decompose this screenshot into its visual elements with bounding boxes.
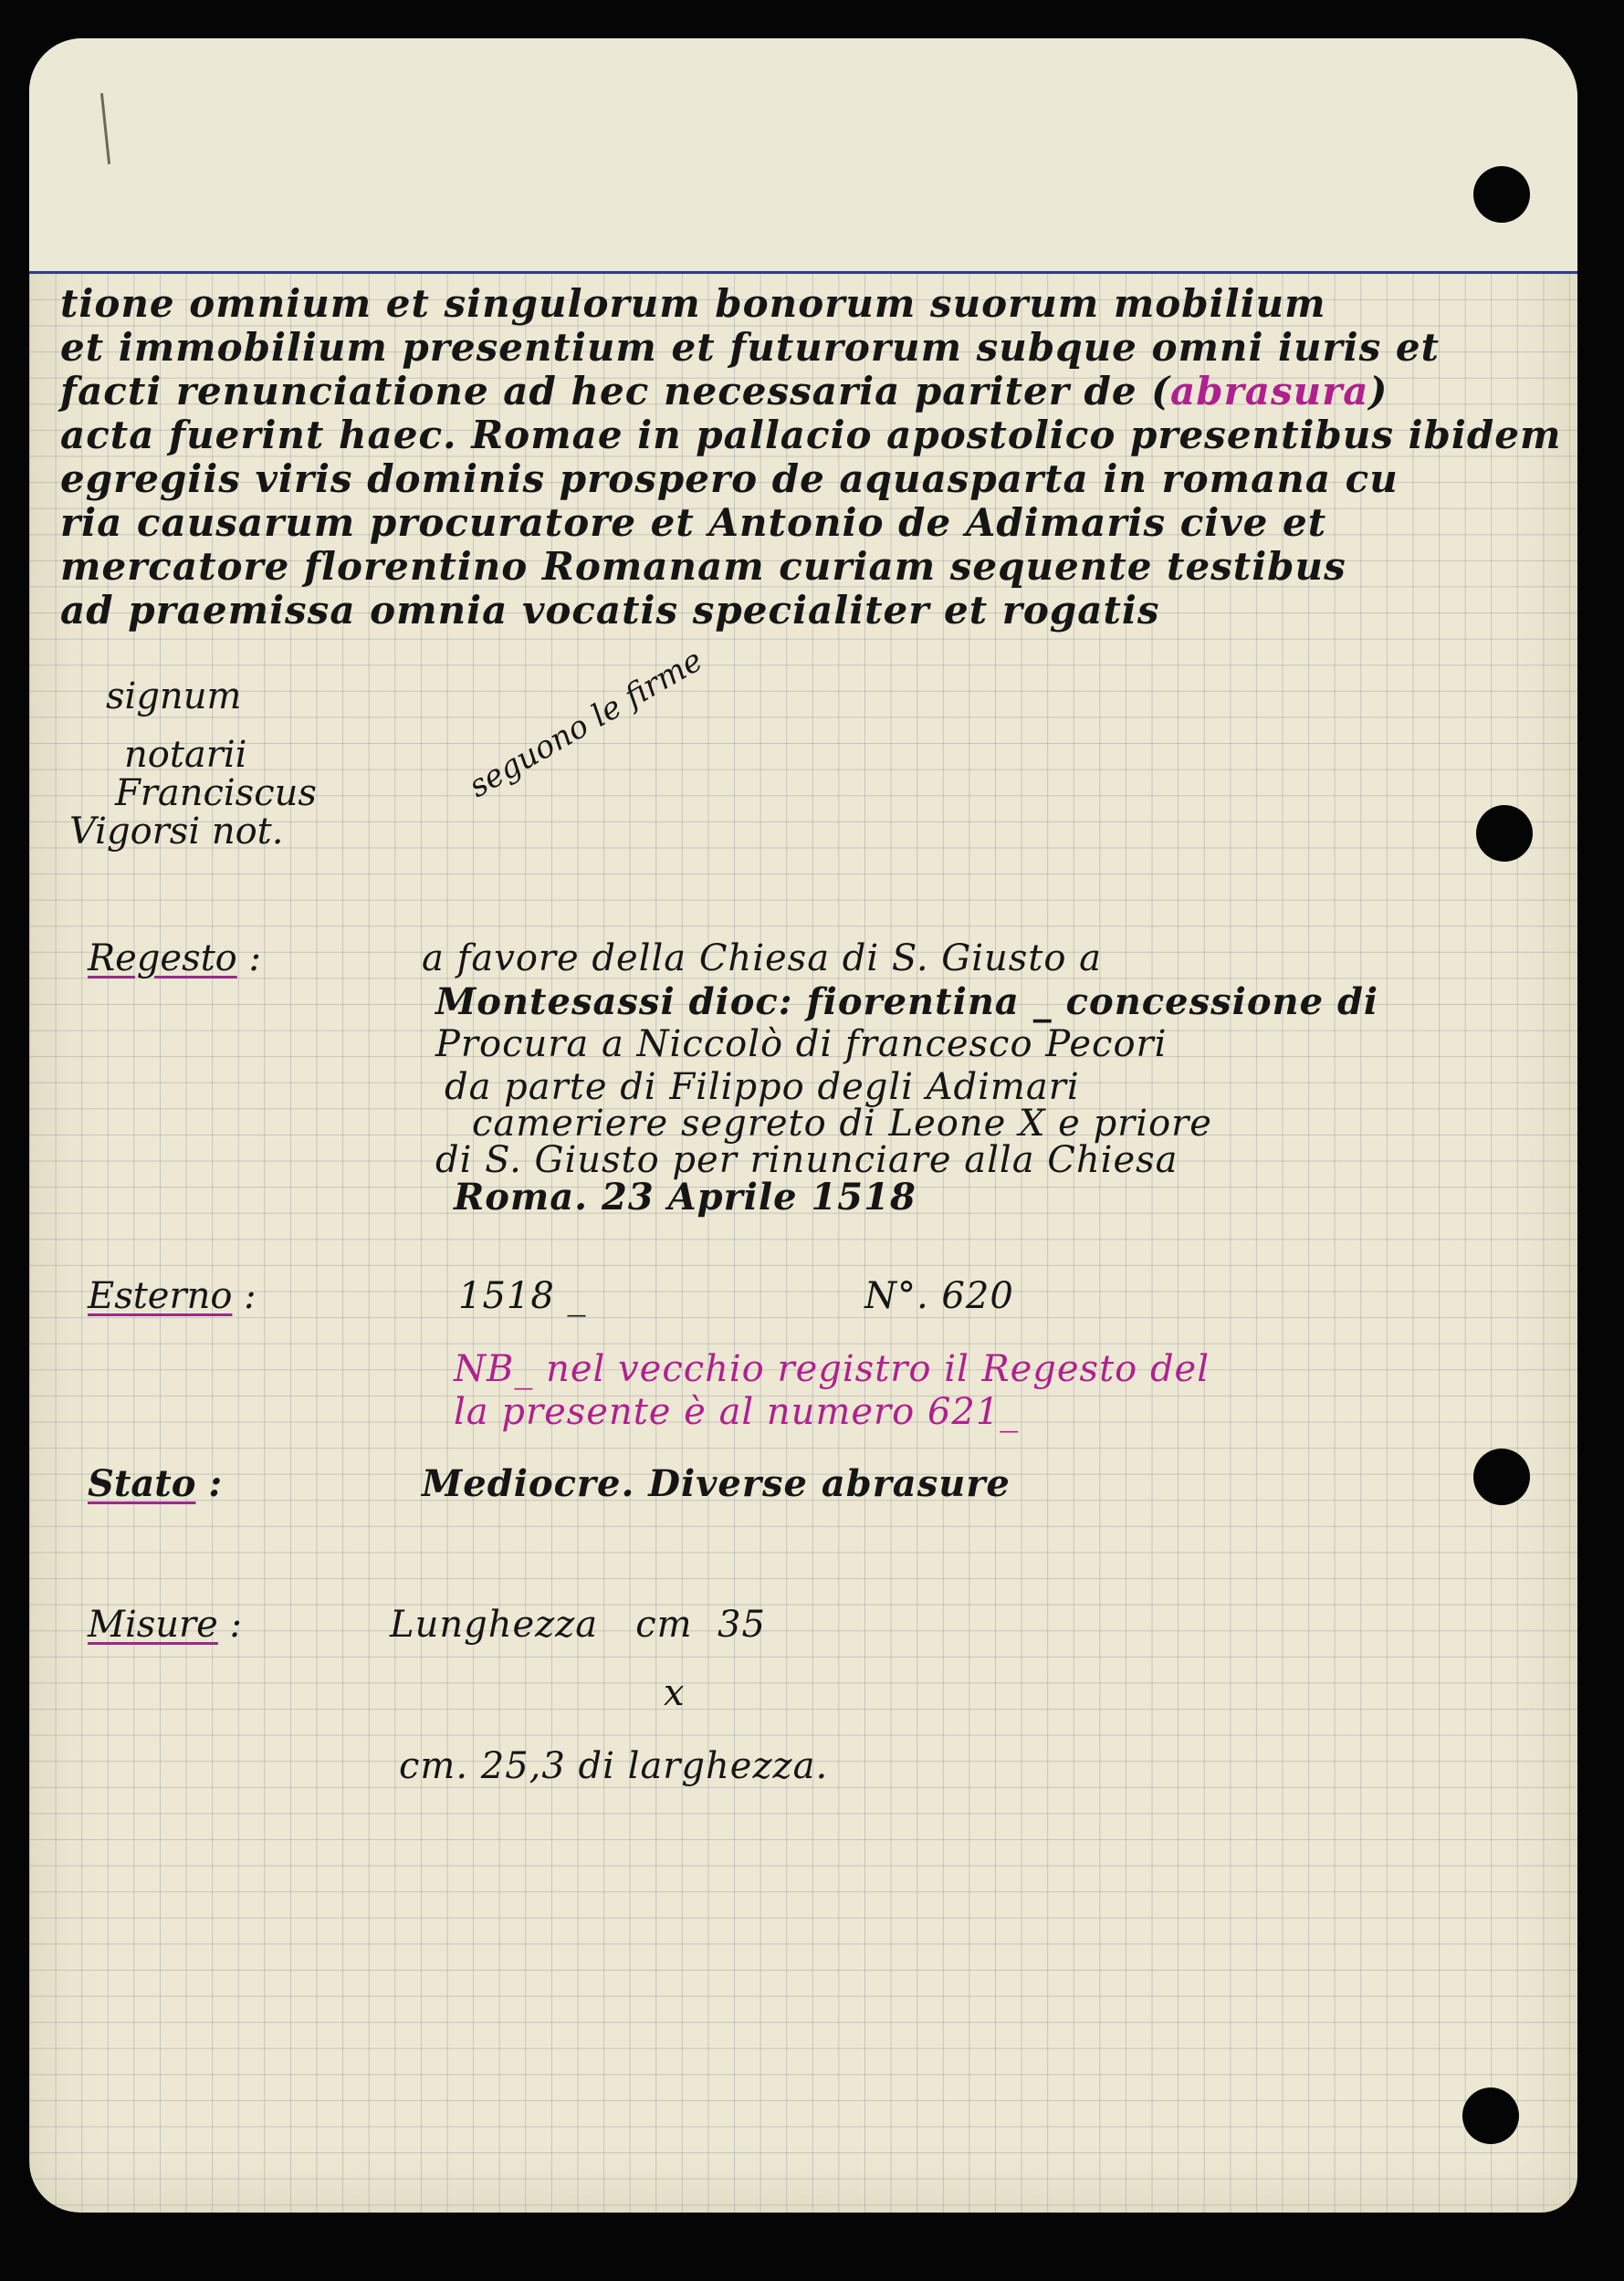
latin-line-2: et immobilium presentium et futurorum subque omni iuris et [60, 325, 1440, 370]
latin-line-6: ria causarum procuratore et Antonio de Adimaris cive et [60, 500, 1327, 545]
archival-index-card [29, 38, 1577, 2213]
notary-signum [69, 677, 317, 851]
punch-hole-upper-middle [1476, 805, 1533, 862]
stato-value: Mediocre. Diverse abrasure [422, 1462, 1011, 1505]
latin-line-8: ad praemissa omnia vocatis specialiter et rogatis [60, 588, 1160, 633]
signum-line-4: Vigorsi not. [69, 811, 284, 853]
latin-line-3-text: facti renunciatione ad hec necessaria pariter de ( [60, 369, 1171, 413]
latin-line-3-close: ) [1368, 369, 1388, 413]
regesto-line-4: da parte di Filippo degli Adimari [445, 1066, 1080, 1108]
misure-label-text: Misure [88, 1604, 218, 1646]
stato-label-text: Stato [88, 1462, 196, 1505]
misure-length: Lunghezza cm 35 [390, 1604, 766, 1646]
punch-hole-bottom [1462, 2087, 1519, 2144]
latin-line-7: mercatore florentino Romanam curiam sequente testibus [60, 544, 1346, 589]
latin-line-5: egregiis viris dominis prospero de aquasparta in romana cu [60, 456, 1399, 501]
esterno-year: 1518 _ [458, 1275, 587, 1317]
regesto-line-5: cameriere segreto di Leone X e priore [472, 1103, 1212, 1145]
regesto-line-3: Procura a Niccolò di francesco Pecori [435, 1023, 1168, 1065]
latin-line-4: acta fuerint haec. Romae in pallacio apostolico presentibus ibidem [60, 413, 1562, 457]
misure-label: Misure : [88, 1604, 243, 1646]
header-rule-line [29, 271, 1577, 274]
signum-line-2: notarii [124, 734, 247, 776]
regesto-line-1: a favore della Chiesa di S. Giusto a [422, 937, 1103, 979]
regesto-line-2: Montesassi dioc: fiorentina _ concessione di [435, 980, 1379, 1023]
esterno-nb-line-1: NB_ nel vecchio registro il Regesto del [454, 1348, 1210, 1390]
signum-line-1: signum [106, 675, 242, 717]
signature-note: seguono le firme [463, 642, 709, 805]
esterno-number: N°. 620 [864, 1275, 1014, 1317]
card-header-band [29, 38, 1577, 271]
regesto-line-7: Roma. 23 Aprile 1518 [454, 1176, 917, 1219]
latin-line-1: tione omnium et singulorum bonorum suorum mobilium [60, 281, 1326, 326]
signum-line-3: Franciscus [115, 772, 317, 814]
regesto-label: Regesto : [88, 937, 261, 979]
misure-times: x [664, 1672, 686, 1714]
misure-width: cm. 25,3 di larghezza. [399, 1745, 829, 1787]
abrasura-note: abrasura [1170, 369, 1369, 413]
punch-hole-lower-middle [1473, 1449, 1530, 1505]
esterno-nb-line-2: la presente è al numero 621_ [454, 1391, 1020, 1433]
stato-label: Stato : [88, 1462, 223, 1505]
regesto-line-6: di S. Giusto per rinunciare alla Chiesa [435, 1139, 1179, 1181]
esterno-label-text: Esterno [88, 1275, 233, 1317]
regesto-label-text: Regesto [88, 937, 237, 979]
punch-hole-top [1473, 166, 1530, 223]
esterno-label: Esterno : [88, 1275, 257, 1317]
latin-line-3 [60, 369, 1388, 413]
